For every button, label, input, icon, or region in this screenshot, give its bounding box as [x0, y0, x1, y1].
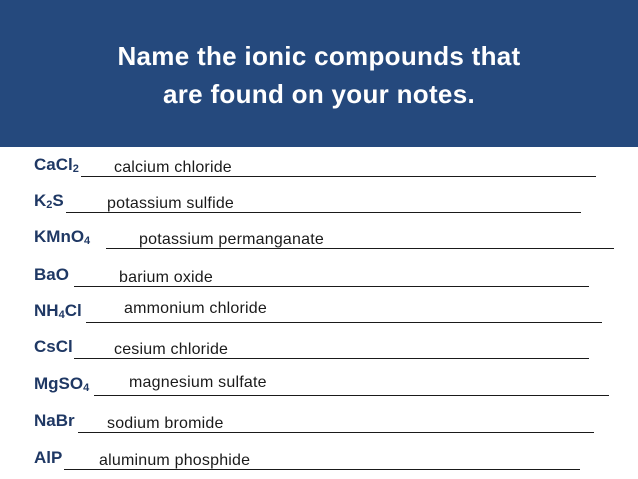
compound-formula: AlP	[34, 448, 63, 467]
answer-text: calcium chloride	[114, 159, 232, 176]
compound-formula: MgSO$_4$	[34, 374, 90, 394]
compound-row	[34, 375, 618, 399]
compound-row	[34, 449, 618, 473]
compound-formula: BaO	[34, 265, 69, 284]
compound-row	[34, 156, 618, 180]
answer-text: cesium chloride	[114, 341, 229, 358]
title-line-2: are found on your notes.	[162, 78, 475, 109]
answer-text: potassium permanganate	[139, 231, 324, 248]
compound-row	[34, 338, 618, 362]
compound-row	[34, 302, 618, 326]
compound-formula: NaBr	[34, 411, 75, 430]
answer-text: ammonium chloride	[124, 300, 268, 317]
answer-text: barium oxide	[119, 269, 214, 286]
compound-row	[34, 412, 618, 436]
title-banner	[0, 0, 638, 147]
compound-row	[34, 266, 618, 290]
compound-row	[34, 228, 618, 252]
answer-blank[interactable]	[94, 395, 609, 396]
answer-text: magnesium sulfate	[129, 374, 267, 391]
compound-formula: KMnO$_4$	[34, 227, 91, 247]
answer-text: potassium sulfide	[107, 195, 235, 212]
answer-text: sodium bromide	[107, 415, 224, 432]
compound-formula: CsCl	[34, 337, 73, 356]
title-line-1: Name the ionic compounds that	[117, 40, 521, 71]
compound-formula: CaCl$_2$	[34, 155, 79, 175]
answer-text: aluminum phosphide	[99, 452, 251, 469]
page-title	[117, 37, 520, 113]
compound-row	[34, 192, 618, 216]
compound-formula: $K_2S$	[34, 191, 64, 211]
answer-blank[interactable]	[86, 322, 602, 323]
compound-formula: $NH_4Cl$	[34, 301, 82, 321]
